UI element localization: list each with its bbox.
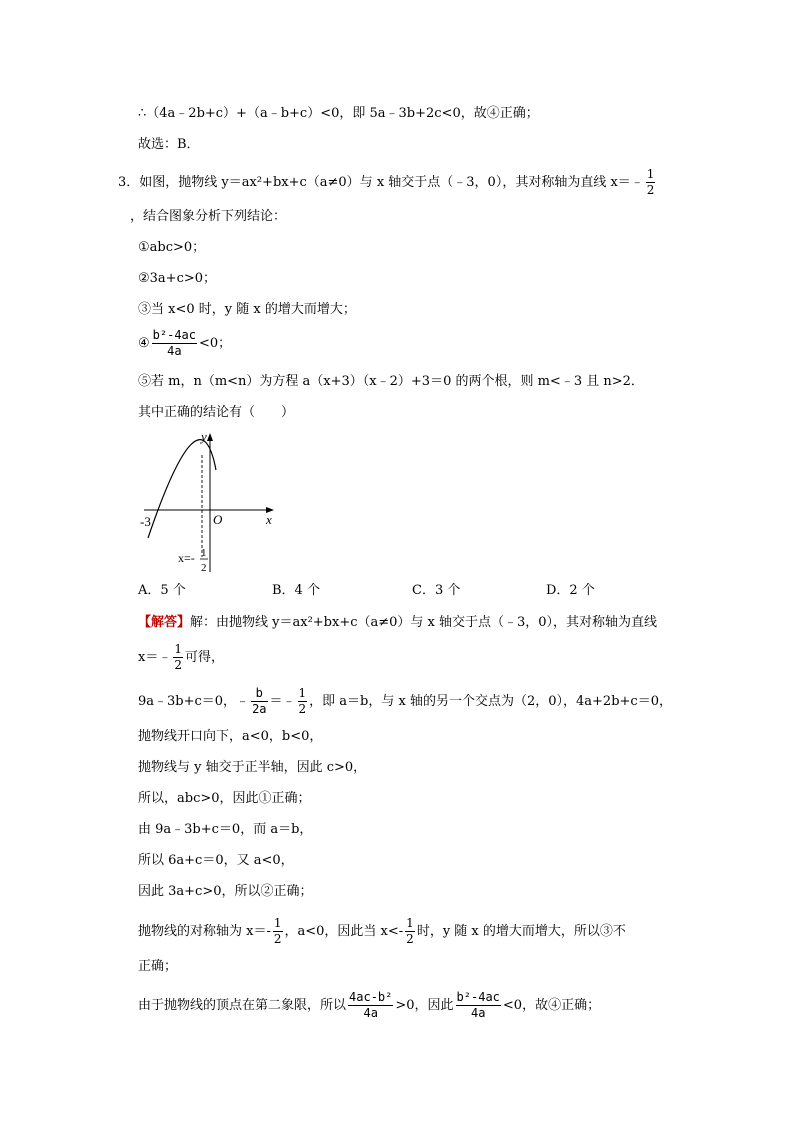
l9-num-2: 1 — [406, 916, 414, 930]
solution-line-8: 所以 6a+c＝0，又 a<0， — [138, 853, 294, 868]
solution-line-4: 抛物线开口向下，a<0，b<0， — [138, 729, 323, 744]
solution-l1b-post: 可得， — [184, 650, 224, 665]
conclusion-3: ③当 x<0 时，y 随 x 的增大而增大； — [138, 302, 356, 317]
q3-stem-b: ，结合图象分析下列结论： — [130, 209, 287, 224]
q3-stem — [118, 167, 657, 198]
l2-2a: 2a — [252, 702, 267, 716]
l11-fraction-1 — [348, 990, 393, 1021]
l1b-den: 2 — [174, 658, 182, 672]
c4-fraction — [152, 328, 197, 359]
conclusion-2: ②3a+c>0； — [138, 271, 217, 286]
l1b-num: 1 — [174, 642, 182, 656]
c4-den: 4a — [167, 344, 182, 358]
conclusion-4 — [138, 328, 231, 359]
parabola-graph — [138, 425, 288, 575]
solution-l2a: 9a﹣3b+c＝0，﹣ — [138, 694, 250, 709]
solution-line-11: 正确； — [138, 959, 178, 974]
l2-fraction-b — [251, 686, 267, 717]
solution-line-5: 抛物线与 y 轴交于正半轴，因此 c>0， — [138, 760, 367, 775]
l9-den-2: 2 — [406, 932, 414, 946]
option-a: A．5 个 — [138, 583, 186, 598]
solution-l9a: 抛物线的对称轴为 x＝- — [138, 924, 271, 939]
solution-l9c: 时，y 随 x 的增大而增大，所以③不 — [416, 924, 626, 939]
l9-fraction-2 — [405, 916, 415, 947]
solution-line-6: 所以，abc>0，因此①正确； — [138, 791, 311, 806]
q3-stem-text: 如图，抛物线 y＝ax²+bx+c（a≠0）与 x 轴交于点（﹣3，0），其对称轴为直线 x＝﹣ — [139, 175, 644, 190]
c4-pre: ④ — [138, 336, 150, 351]
solution-line-7: 由 9a﹣3b+c＝0，而 a＝b， — [138, 822, 313, 837]
q3-ask: 其中正确的结论有（ ） — [138, 405, 295, 420]
sym-axis-num: 1 — [201, 547, 207, 559]
l11-num-1: 4ac-b² — [349, 990, 393, 1004]
x-axis-label: x — [266, 512, 272, 527]
solution-l2b: ＝﹣ — [269, 694, 296, 709]
solution-l9b: ，a<0，因此当 x<- — [284, 924, 404, 939]
c4-num: b²-4ac — [152, 328, 197, 342]
y-axis-label: y — [201, 429, 207, 444]
sym-axis-den: 2 — [201, 562, 207, 574]
option-d: D．2 个 — [546, 583, 595, 598]
solution-l11a: 由于抛物线的顶点在第二象限，所以 — [138, 998, 347, 1013]
l11-num-2: b²-4ac — [456, 990, 500, 1004]
solution-line-10 — [138, 916, 626, 947]
solution-l1b-pre: x＝﹣ — [138, 650, 172, 665]
solution-l2c: ，即 a＝b，与 x 轴的另一个交点为（2，0），4a+2b+c＝0， — [309, 694, 672, 709]
half-fraction — [646, 167, 656, 198]
sym-axis-label: x=- — [178, 551, 195, 565]
root-label: -3 — [140, 514, 151, 529]
half-num: 1 — [646, 167, 655, 181]
y-axis-arrow — [207, 433, 213, 441]
solution-l1a: 解：由抛物线 y＝ax²+bx+c（a≠0）与 x 轴交于点（﹣3，0），其对称轴为直线 — [190, 615, 658, 630]
l9-fraction-1 — [273, 916, 283, 947]
half-den: 2 — [646, 183, 655, 197]
l2-half-num: 1 — [298, 686, 307, 700]
l9-num-1: 1 — [273, 916, 282, 930]
q3-number: 3． — [118, 175, 140, 190]
l9-den-1: 2 — [273, 932, 282, 946]
l11-den-1: 4a — [363, 1006, 378, 1020]
conclusion-1: ①abc>0； — [138, 240, 206, 255]
l2-b: b — [251, 686, 267, 702]
solution-line-2 — [138, 642, 224, 673]
top-line-1: ∴（4a﹣2b+c）+（a﹣b+c）<0，即 5a﹣3b+2c<0，故④正确； — [138, 106, 539, 121]
answer-tag: 【解答】 — [138, 615, 191, 630]
parabola-curve — [148, 440, 216, 538]
origin-label: O — [213, 512, 223, 527]
top-choice: 故选：B． — [138, 137, 200, 152]
solution-line-1 — [138, 614, 657, 632]
l1b-fraction — [173, 642, 183, 673]
solution-line-12 — [138, 990, 600, 1021]
solution-l11c: <0，故④正确； — [502, 998, 601, 1013]
l11-fraction-2 — [456, 990, 501, 1021]
solution-l11b: >0，因此 — [395, 998, 454, 1013]
c4-post: <0； — [199, 336, 232, 351]
solution-line-3 — [138, 686, 672, 717]
l2-fraction-half — [298, 686, 308, 717]
solution-line-9: 因此 3a+c>0，所以②正确； — [138, 884, 313, 899]
l11-den-2: 4a — [471, 1006, 486, 1020]
option-b: B．4 个 — [272, 583, 320, 598]
option-c: C．3 个 — [412, 583, 461, 598]
conclusion-5: ⑤若 m，n（m<n）为方程 a（x+3）（x﹣2）+3＝0 的两个根，则 m<﹣3 且 n>2． — [138, 374, 644, 389]
l2-half-den: 2 — [298, 702, 307, 716]
